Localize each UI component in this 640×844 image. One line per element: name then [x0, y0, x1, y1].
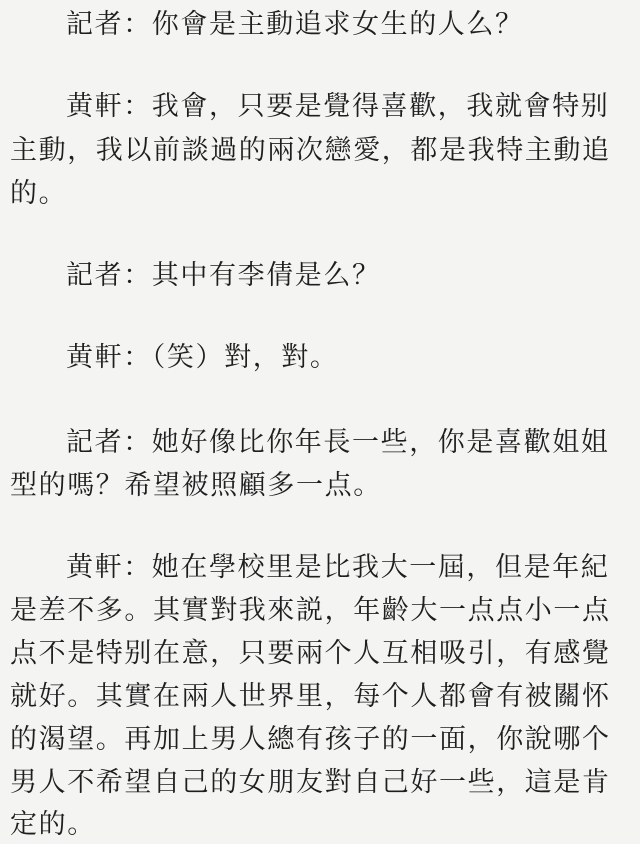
text-line: 点不是特别在意，只要兩个人互相吸引，有感覺	[10, 638, 611, 669]
text-line: 記者：她好像比你年長一些，你是喜歡姐姐	[66, 427, 610, 458]
text-line: 主動，我以前談過的兩次戀愛，都是我特主動追	[10, 135, 611, 166]
text-line: 的渴望。再加上男人總有孩子的一面，你說哪个	[10, 724, 611, 755]
text-line: 黄軒：我會，只要是覺得喜歡，我就會特别	[66, 91, 610, 122]
text-line: 黄軒：（笑）對，對。	[66, 342, 339, 373]
text-line: 記者：其中有李倩是么？	[66, 260, 381, 291]
text-line: 記者：你會是主動追求女生的人么？	[66, 9, 524, 40]
text-line: 的。	[10, 178, 68, 209]
text-line: 就好。其實在兩人世界里，每个人都會有被關怀	[10, 681, 611, 712]
text-line: 定的。	[10, 809, 96, 840]
text-line: 是差不多。其實對我來説，年齡大一点点小一点	[10, 595, 611, 626]
text-line: 黄軒：她在學校里是比我大一屆，但是年紀	[66, 552, 610, 583]
text-line: 男人不希望自己的女朋友對自己好一些，這是肯	[10, 767, 611, 798]
text-line: 型的嗎？希望被照顧多一点。	[10, 470, 382, 501]
